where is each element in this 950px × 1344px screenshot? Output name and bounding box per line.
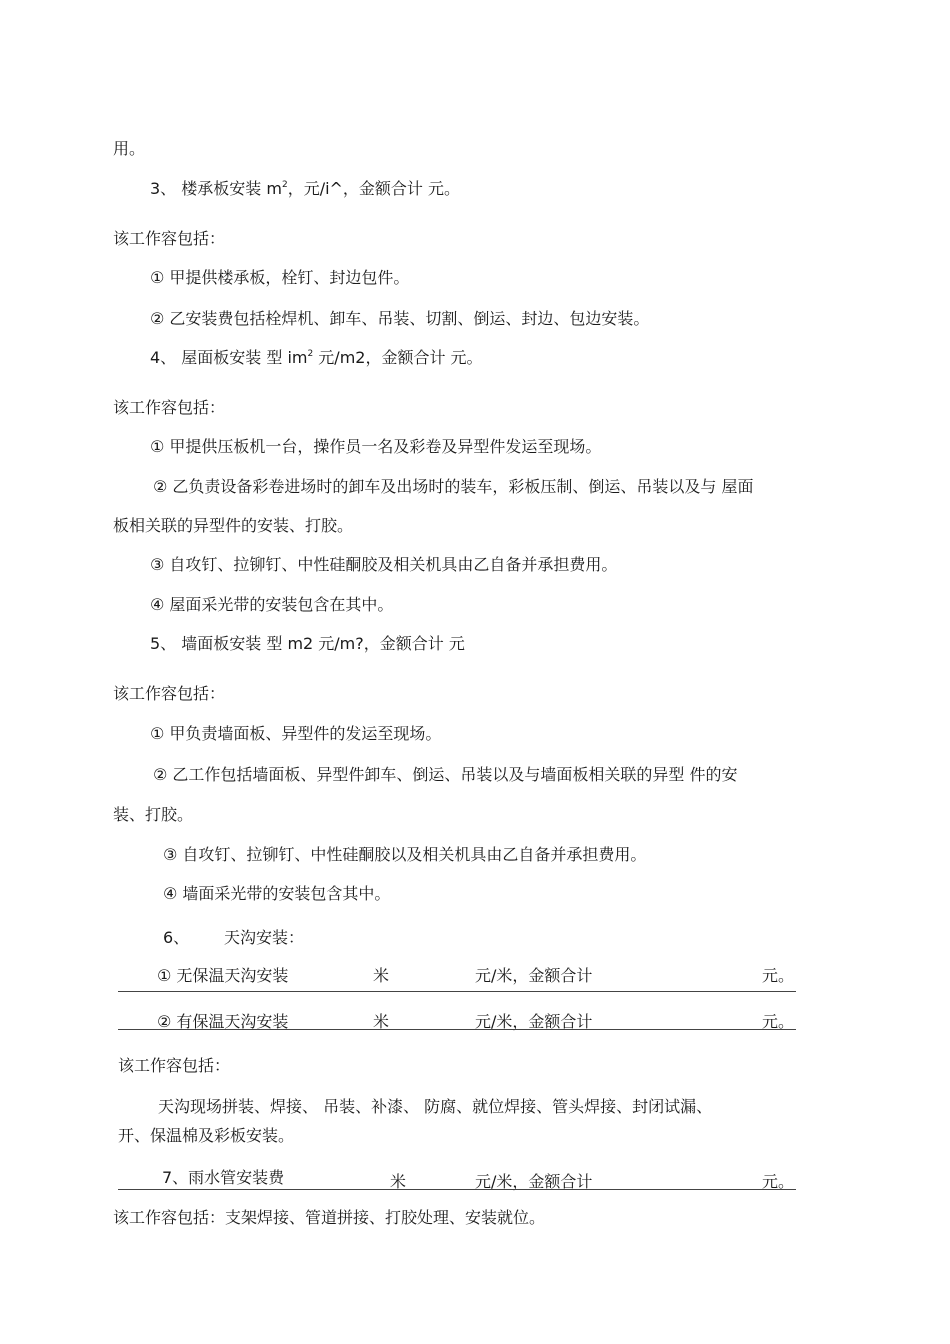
section-3-heading: 3、 楼承板安装 $m^2$，元/i^，金额合计 元。 xyxy=(150,179,461,198)
scope-item: ④ 墙面采光带的安装包含其中。 xyxy=(163,884,391,903)
section-6-heading: 天沟安装： xyxy=(224,928,305,947)
downpipe-row-end: 元。 xyxy=(762,1172,795,1191)
scope-item: ③ 自攻钉、拉铆钉、中性硅酮胶以及相关机具由乙自备并承担费用。 xyxy=(163,845,647,864)
scope-item: ② 乙安装费包括栓焊机、卸车、吊装、切割、倒运、封边、包边安装。 xyxy=(150,309,650,328)
gutter-row-end: 元。 xyxy=(762,966,795,985)
downpipe-row-rate: 元/米，金额合计 xyxy=(475,1172,593,1191)
scope-text-continued: 开、保温棉及彩板安装。 xyxy=(118,1126,295,1145)
section-6-number: 6、 xyxy=(163,928,190,947)
scope-text: 天沟现场拼装、焊接、 吊装、补漆、 防腐、就位焊接、管头焊接、封闭试漏、 xyxy=(158,1097,713,1116)
gutter-row-unit: 米 xyxy=(373,966,390,985)
scope-item-continued: 板相关联的异型件的安装、打胶。 xyxy=(113,516,354,535)
downpipe-row-unit: 米 xyxy=(390,1172,407,1191)
scope-item: ② 乙工作包括墙面板、异型件卸车、倒运、吊装以及与墙面板相关联的异型 件的安 xyxy=(153,765,738,784)
text-line: 用。 xyxy=(113,139,146,158)
section-4-heading: 4、 屋面板安装 型 $im^2$ 元/m2，金额合计 元。 xyxy=(150,348,483,367)
gutter-row-unit: 米 xyxy=(373,1012,390,1031)
scope-item: ④ 屋面采光带的安装包含在其中。 xyxy=(150,595,394,614)
gutter-row-rate: 元/米，金额合计 xyxy=(475,966,593,985)
section-5-heading: 5、 墙面板安装 型 m2 元/m?，金额合计 元 xyxy=(150,634,465,653)
scope-item: ① 甲提供压板机一台，操作员一名及彩卷及异型件发运至现场。 xyxy=(150,437,602,456)
gutter-row-label: ② 有保温天沟安装 xyxy=(157,1012,289,1031)
divider xyxy=(118,991,796,992)
gutter-row-rate: 元/米，金额合计 xyxy=(475,1012,593,1031)
downpipe-row-label: 7、雨水管安装费 xyxy=(162,1168,285,1187)
gutter-row-label: ① 无保温天沟安装 xyxy=(157,966,289,985)
divider xyxy=(118,1029,796,1030)
gutter-row-end: 元。 xyxy=(762,1012,795,1031)
scope-label: 该工作容包括： xyxy=(113,398,226,417)
scope-summary: 该工作容包括：支架焊接、管道拼接、打胶处理、安装就位。 xyxy=(113,1208,546,1227)
scope-item: ② 乙负责设备彩卷进场时的卸车及出场时的装车，彩板压制、倒运、吊装以及与 屋面 xyxy=(153,477,754,496)
scope-item: ① 甲负责墙面板、异型件的发运至现场。 xyxy=(150,724,442,743)
divider xyxy=(118,1189,796,1190)
scope-label: 该工作容包括： xyxy=(118,1056,231,1075)
scope-label: 该工作容包括： xyxy=(113,684,226,703)
scope-label: 该工作容包括： xyxy=(113,229,226,248)
scope-item: ① 甲提供楼承板，栓钉、封边包件。 xyxy=(150,268,410,287)
scope-item: ③ 自攻钉、拉铆钉、中性硅酮胶及相关机具由乙自备并承担费用。 xyxy=(150,555,618,574)
scope-item-continued: 装、打胶。 xyxy=(113,805,194,824)
